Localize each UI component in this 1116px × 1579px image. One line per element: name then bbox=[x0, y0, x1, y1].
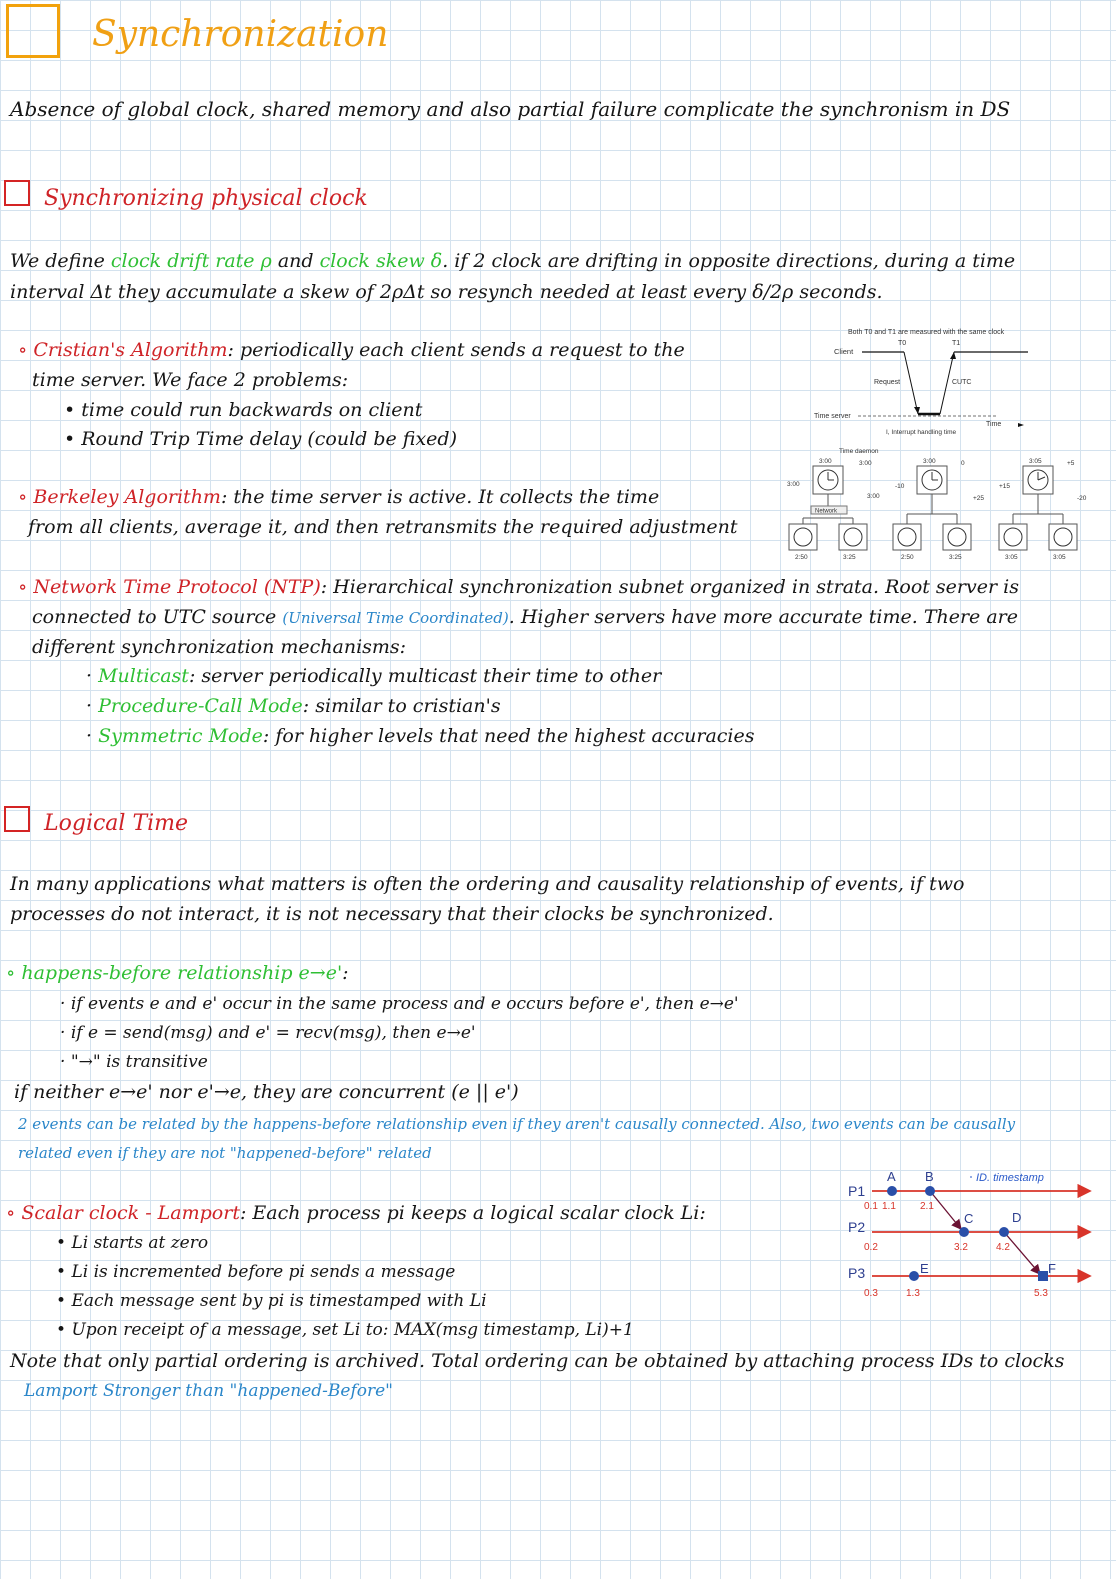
cristian-fig-caption: Both T0 and T1 are measured with the same clock bbox=[848, 329, 1005, 336]
ntp-name: Network Time Protocol (NTP) bbox=[33, 576, 321, 598]
svg-text:3:00: 3:00 bbox=[787, 481, 800, 488]
svg-text:3:05: 3:05 bbox=[1005, 554, 1018, 561]
svg-text:3.2: 3.2 bbox=[954, 1242, 968, 1253]
cristian-diagram bbox=[812, 324, 1037, 446]
lamport-fig-p2: P2 bbox=[848, 1219, 866, 1235]
svg-text:2:50: 2:50 bbox=[901, 554, 914, 561]
hb-bullet2: · if e = send(msg) and e' = recv(msg), then e→e' bbox=[60, 1023, 476, 1043]
cristian-fig-server: Time server bbox=[814, 413, 851, 420]
ntp-mode-multicast: · Multicast: server periodically multicast their time to other bbox=[86, 665, 662, 687]
utc-note: (Universal Time Coordinated) bbox=[282, 609, 509, 627]
term-clock-skew: clock skew δ bbox=[319, 250, 443, 272]
happens-before-name: happens-before relationship e→e' bbox=[21, 962, 343, 984]
cristian-fig-time: Time bbox=[986, 421, 1002, 428]
lamport-fig-p3: P3 bbox=[848, 1265, 866, 1281]
happens-before-title: ∘ happens-before relationship e→e': bbox=[6, 962, 349, 984]
svg-text:+15: +15 bbox=[999, 483, 1011, 490]
logical-intro-line1: In many applications what matters is often the ordering and causality relationship of events, if two bbox=[10, 873, 965, 895]
cristian-fig-t0: T0 bbox=[898, 340, 907, 347]
svg-text:D: D bbox=[1012, 1210, 1022, 1225]
def-text2: and bbox=[277, 250, 314, 272]
svg-text:5.3: 5.3 bbox=[1034, 1288, 1048, 1299]
svg-text:3:00: 3:00 bbox=[859, 460, 872, 467]
cristian-line1: ∘ Cristian's Algorithm: periodically each client sends a request to the bbox=[18, 339, 685, 361]
lamport-bullet4: • Upon receipt of a message, set Li to: MAX(msg timestamp, Li)+1 bbox=[56, 1320, 634, 1340]
svg-text:3:00: 3:00 bbox=[923, 458, 936, 465]
ntp-line2: connected to UTC source (Universal Time Coordinated). Higher servers have more accurate time. There are bbox=[32, 606, 1018, 628]
svg-text:0.2: 0.2 bbox=[864, 1242, 878, 1253]
cristian-bullet2: • Round Trip Time delay (could be fixed) bbox=[64, 428, 458, 450]
lamport-note2: Lamport Stronger than "happened-Before" bbox=[24, 1381, 394, 1401]
berkeley-diagram bbox=[783, 446, 1093, 564]
ntp-line3: different synchronization mechanisms: bbox=[32, 636, 407, 658]
intro-text: Absence of global clock, shared memory and also partial failure complicate the synchronism in DS bbox=[10, 97, 1011, 121]
berkeley-name: Berkeley Algorithm bbox=[33, 486, 221, 508]
svg-text:-10: -10 bbox=[895, 483, 905, 490]
svg-text:1.3: 1.3 bbox=[906, 1288, 920, 1299]
svg-text:3:00: 3:00 bbox=[867, 493, 880, 500]
svg-text:E: E bbox=[920, 1261, 929, 1276]
ntp-mode-procedure: · Procedure-Call Mode: similar to cristian's bbox=[86, 695, 501, 717]
hb-note-line2: related even if they are not "happened-before" related bbox=[18, 1144, 432, 1162]
logical-intro-line2: processes do not interact, it is not necessary that their clocks be synchronized. bbox=[10, 903, 774, 925]
ntp-mode-symmetric: · Symmetric Mode: for higher levels that need the highest accuracies bbox=[86, 725, 755, 747]
svg-text:3:25: 3:25 bbox=[949, 554, 962, 561]
lamport-fig-p1: P1 bbox=[848, 1183, 866, 1199]
svg-text:1.1: 1.1 bbox=[882, 1201, 896, 1212]
lamport-diagram bbox=[844, 1164, 1104, 1304]
lamport-note: Note that only partial ordering is archived. Total ordering can be obtained by attaching process IDs to clocks bbox=[10, 1350, 1065, 1372]
svg-text:4.2: 4.2 bbox=[996, 1242, 1010, 1253]
page-title: Synchronization bbox=[92, 14, 389, 55]
cristian-fig-interrupt: I, Interrupt handling time bbox=[886, 429, 957, 436]
clock-definition-line2: interval Δt they accumulate a skew of 2ρΔt so resynch needed at least every δ/2ρ seconds. bbox=[10, 281, 883, 303]
cristian-fig-client: Client bbox=[834, 347, 854, 356]
svg-text:3:25: 3:25 bbox=[843, 554, 856, 561]
term-drift-rate: clock drift rate ρ bbox=[110, 250, 272, 272]
berkeley-line1: ∘ Berkeley Algorithm: the time server is active. It collects the time bbox=[18, 486, 660, 508]
svg-text:0.3: 0.3 bbox=[864, 1288, 878, 1299]
svg-text:3:05: 3:05 bbox=[1029, 458, 1042, 465]
cristian-line2: time server. We face 2 problems: bbox=[32, 369, 349, 391]
svg-text:2:50: 2:50 bbox=[795, 554, 808, 561]
hb-concurrent: if neither e→e' nor e'→e, they are concurrent (e || e') bbox=[14, 1081, 519, 1103]
svg-text:0: 0 bbox=[961, 460, 965, 467]
section-heading-physical: Synchronizing physical clock bbox=[44, 186, 368, 211]
svg-text:3:00: 3:00 bbox=[819, 458, 832, 465]
hb-bullet3: · "→" is transitive bbox=[60, 1052, 208, 1072]
svg-text:0.1: 0.1 bbox=[864, 1201, 878, 1212]
lamport-bullet3: • Each message sent by pi is timestamped with Li bbox=[56, 1291, 487, 1311]
clock-definition-line1 bbox=[10, 250, 1015, 272]
ntp-line1: ∘ Network Time Protocol (NTP): Hierarchical synchronization subnet organized in strata. Root server is bbox=[18, 576, 1019, 598]
section-heading-logical: Logical Time bbox=[44, 811, 189, 836]
section-checkbox-physical bbox=[4, 180, 30, 206]
svg-text:+25: +25 bbox=[973, 495, 985, 502]
lamport-bullet1: • Li starts at zero bbox=[56, 1233, 209, 1253]
section-checkbox-logical bbox=[4, 806, 30, 832]
svg-text:-20: -20 bbox=[1077, 495, 1087, 502]
lamport-bullet2: • Li is incremented before pi sends a message bbox=[56, 1262, 456, 1282]
svg-text:+5: +5 bbox=[1067, 460, 1075, 467]
hb-note-line1: 2 events can be related by the happens-before relationship even if they aren't causally connected. Also, two events can be causally bbox=[18, 1115, 1016, 1133]
lamport-title: ∘ Scalar clock - Lamport: Each process pi keeps a logical scalar clock Li: bbox=[6, 1202, 706, 1224]
svg-text:B: B bbox=[925, 1169, 934, 1184]
svg-text:F: F bbox=[1048, 1261, 1056, 1276]
cristian-fig-t1: T1 bbox=[952, 340, 961, 347]
cristian-desc: : periodically each client sends a request to the bbox=[227, 339, 685, 361]
svg-text:A: A bbox=[887, 1169, 896, 1184]
svg-text:2.1: 2.1 bbox=[920, 1201, 934, 1212]
cristian-bullet1: • time could run backwards on client bbox=[64, 399, 423, 421]
cristian-name: Cristian's Algorithm bbox=[33, 339, 228, 361]
def-text3: . if 2 clock are drifting in opposite directions, during a time bbox=[442, 250, 1016, 272]
lamport-name: Scalar clock - Lamport bbox=[21, 1202, 240, 1224]
cristian-fig-request: Request bbox=[874, 379, 901, 386]
cristian-fig-cutc: CUTC bbox=[952, 379, 972, 386]
berkeley-fig-daemon: Time daemon bbox=[839, 448, 879, 455]
title-checkbox bbox=[6, 4, 60, 58]
lamport-fig-label: ID. timestamp bbox=[976, 1172, 1044, 1184]
berkeley-line2: from all clients, average it, and then retransmits the required adjustment bbox=[28, 516, 738, 538]
berkeley-desc: : the time server is active. It collects the time bbox=[220, 486, 660, 508]
ntp-desc1: : Hierarchical synchronization subnet organized in strata. Root server is bbox=[320, 576, 1019, 598]
hb-bullet1: · if events e and e' occur in the same process and e occurs before e', then e→e' bbox=[60, 994, 739, 1014]
svg-text:3:05: 3:05 bbox=[1053, 554, 1066, 561]
def-text1: We define bbox=[10, 250, 105, 272]
berkeley-fig-network: Network bbox=[815, 508, 838, 515]
svg-text:C: C bbox=[964, 1211, 974, 1226]
